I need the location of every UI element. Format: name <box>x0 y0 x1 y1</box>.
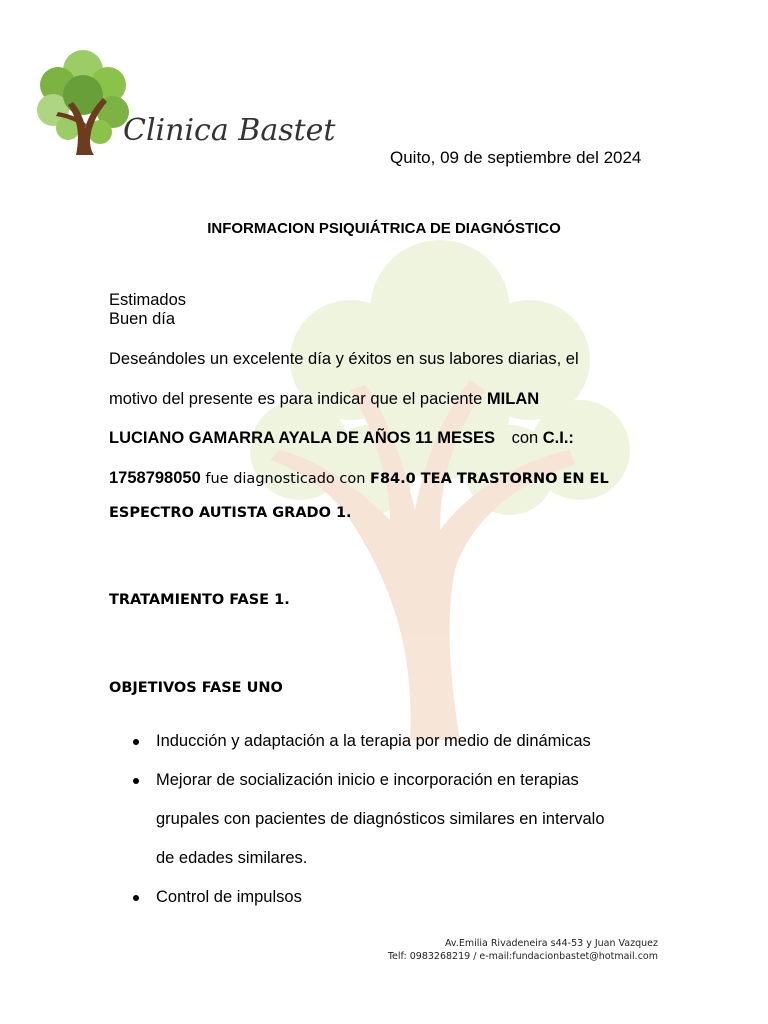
greeting-line-2: Buen día <box>109 310 176 328</box>
treatment-heading: TRATAMIENTO FASE 1. <box>109 592 290 608</box>
objectives-list <box>109 722 669 917</box>
list-item-continuation: de edades similares. <box>156 849 308 867</box>
diagnosis-code: F84.0 TEA TRASTORNO EN EL <box>370 471 609 487</box>
footer-address: Av.Emilia Rivadeneira s44-53 y Juan Vazquez <box>444 938 658 949</box>
list-item: Control de impulsos <box>109 878 669 917</box>
list-item-continuation: grupales con pacientes de diagnósticos similares en intervalo <box>156 810 605 828</box>
list-item: Inducción y adaptación a la terapia por medio de dinámicas <box>109 722 669 761</box>
footer <box>388 937 658 963</box>
body-line-2 <box>109 390 669 409</box>
clinic-logo <box>28 40 336 170</box>
bullet-icon <box>133 739 139 745</box>
bullet-icon <box>133 895 139 901</box>
patient-id: 1758798050 <box>109 469 201 487</box>
patient-name-part: LUCIANO GAMARRA AYALA DE AÑOS 11 MESES <box>109 429 495 447</box>
list-item: Mejorar de socialización inicio e incorporación en terapias <box>109 761 669 800</box>
greeting-line-1: Estimados <box>109 291 187 309</box>
svg-text:Clinica Bastet: Clinica Bastet <box>123 113 336 148</box>
footer-contact: Telf: 0983268219 / e-mail:fundacionbastet@hotmail.com <box>387 951 658 962</box>
body-text: motivo del presente es para indicar que el paciente <box>109 390 487 408</box>
patient-name-part: MILAN <box>486 390 540 408</box>
document-title: INFORMACION PSIQUIÁTRICA DE DIAGNÓSTICO <box>207 220 561 237</box>
bullet-icon <box>133 778 139 784</box>
body-text: fue diagnosticado con <box>200 471 371 487</box>
greeting <box>109 291 186 329</box>
letter-date: Quito, 09 de septiembre del 2024 <box>390 148 642 167</box>
body-line-3 <box>109 429 669 448</box>
objectives-heading: OBJETIVOS FASE UNO <box>109 680 283 696</box>
body-text: con <box>511 429 543 447</box>
body-line-1: Deseándoles un excelente día y éxitos en sus labores diarias, el <box>109 350 579 368</box>
id-label: C.I.: <box>542 429 574 447</box>
body-line-4 <box>109 469 669 488</box>
diagnosis-continued: ESPECTRO AUTISTA GRADO 1. <box>109 505 352 521</box>
